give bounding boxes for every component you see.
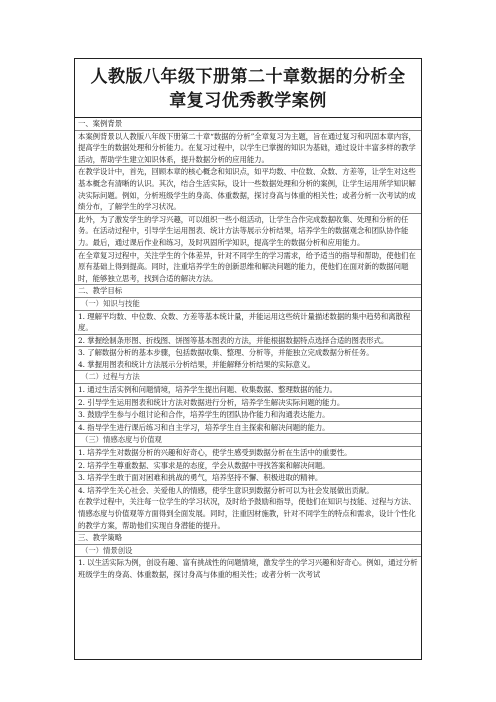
content-row: [75, 485, 421, 532]
content-row: [75, 460, 421, 473]
paragraph: 在全章复习过程中，关注学生的个体差异，针对不同学生的学习需求，给予适当的指导和帮助，使他们在原有基础上得到提高。同时，注重培养学生的创新思维和解决问题的能力，使他们在面对新的数据问题时，能够独立思考，找到合适的解决方法。: [78, 250, 416, 283]
content-row: [75, 434, 421, 447]
paragraph: 3. 了解数据分析的基本步骤，包括数据收集、整理、分析等，并能独立完成数据分析任务。: [78, 348, 374, 358]
paragraph: 4. 培养学生关心社会、关爱他人的情感，使学生意识到数据分析可以为社会发展做出贡献。: [78, 485, 374, 495]
content-row: [75, 166, 421, 213]
document-title: [75, 59, 421, 118]
paragraph: 2. 引导学生运用图表和统计方法对数据进行分析，培养学生解决实际问题的能力。: [78, 397, 345, 407]
content-row: [75, 298, 421, 311]
paragraph: 1. 培养学生对数据分析的兴趣和好奇心，使学生感受到数据分析在生活中的重要性。: [78, 448, 352, 458]
content-row: [75, 447, 421, 460]
content-row: [75, 422, 421, 435]
paragraph: 三、教学策略: [78, 533, 123, 543]
content-row: [75, 347, 421, 371]
content-row: [75, 384, 421, 397]
paragraph: 本案例背景以人教版八年级下册第二十章“数据的分析”全章复习为主题，旨在通过复习和巩固本章内容，提高学生的数据处理和分析能力。在复习过程中，以学生已掌握的知识为基础，通过设计丰富多样的教学活动，帮助学生建立知识体系，提升数据分析的应用能力。: [78, 131, 416, 164]
paragraph: （一）知识与技能: [81, 298, 140, 308]
content-row: [75, 250, 421, 286]
content-row: [75, 409, 421, 422]
content-row: [75, 131, 421, 167]
paragraph: （二）过程与方法: [81, 372, 140, 382]
title-line-2: 章复习优秀教学案例: [169, 91, 327, 111]
content-row: [75, 214, 421, 250]
paragraph: 4. 指导学生进行课后练习和自主学习，培养学生自主探索和解决问题的能力。: [78, 422, 330, 432]
content-row: [75, 335, 421, 348]
paragraph: 一、案例背景: [78, 119, 123, 128]
content-row: [75, 545, 421, 558]
paragraph: 在教学过程中，关注每一位学生的学习状况，及时给予鼓励和指导，使他们在知识与技能、过程与方法、情感态度与价值观等方面得到全面发展。同时，注重因材施教，针对不同学生的特点和需求，设计个性化的教学方案，帮助他们实现自身潜能的提升。: [78, 497, 416, 530]
document-sheet: [74, 58, 422, 660]
paragraph: 1. 理解平均数、中位数、众数、方差等基本统计量，并能运用这些统计量描述数据的集中趋势和离散程度。: [78, 311, 411, 333]
paragraph: 二、教学目标: [78, 286, 123, 296]
paragraph: 1. 通过生活实例和问题情境，培养学生提出问题、收集数据、整理数据的能力。: [78, 385, 337, 395]
content-row: [75, 311, 421, 335]
paragraph: 4. 掌握用图表和统计方法展示分析结果，并能解释分析结果的实际意义。: [78, 359, 315, 369]
content-row: [75, 285, 421, 298]
content-row: [75, 118, 421, 131]
paragraph: 3. 鼓励学生参与小组讨论和合作，培养学生的团队协作能力和沟通表达能力。: [78, 410, 330, 420]
paragraph: 2. 掌握绘制条形图、折线图、饼图等基本图表的方法，并能根据数据特点选择合适的图表形式。: [78, 335, 389, 345]
content-row: [75, 557, 421, 580]
content-row: [75, 397, 421, 410]
content-row: [75, 371, 421, 384]
content-row: [75, 532, 421, 545]
paragraph: 1. 以生活实际为例，创设有趣、富有挑战性的问题情境，激发学生的学习兴趣和好奇心。例如，通过分析班级学生的身高、体重数据，探讨身高与体重的相关性；或者分析一次考试: [78, 558, 418, 579]
paragraph: （三）情感态度与价值观: [81, 435, 162, 445]
paragraph: 3. 培养学生敢于面对困难和挑战的勇气，培养坚持不懈、积极进取的精神。: [78, 473, 323, 483]
document-body: [75, 118, 421, 581]
paragraph: 此外，为了激发学生的学习兴趣，可以组织一些小组活动，让学生合作完成数据收集、处理和分析的任务。在活动过程中，引导学生运用图表、统计方法等展示分析结果，培养学生的数据观念和团队协作能力。最后，通过课后作业和练习，及时巩固所学知识，提高学生的数据分析和应用能力。: [78, 214, 409, 247]
title-line-1: 人教版八年级下册第二十章数据的分析全: [90, 67, 406, 87]
paragraph: 在教学设计中，首先，回顾本章的核心概念和知识点，如平均数、中位数、众数、方差等，让学生对这些基本概念有清晰的认识。其次，结合生活实际，设计一些数据处理和分析的案例，让学生运用所学知识解决实际问题。例如，分析班级学生的身高、体重数据，探讨身高与体重的相关性；或者分析一次考试的成绩分布，了解学生的学习状况。: [78, 167, 416, 212]
content-row: [75, 472, 421, 485]
paragraph: （一）情景创设: [81, 545, 133, 555]
paragraph: 2. 培养学生尊重数据、实事求是的态度，学会从数据中寻找答案和解决问题。: [78, 460, 330, 470]
